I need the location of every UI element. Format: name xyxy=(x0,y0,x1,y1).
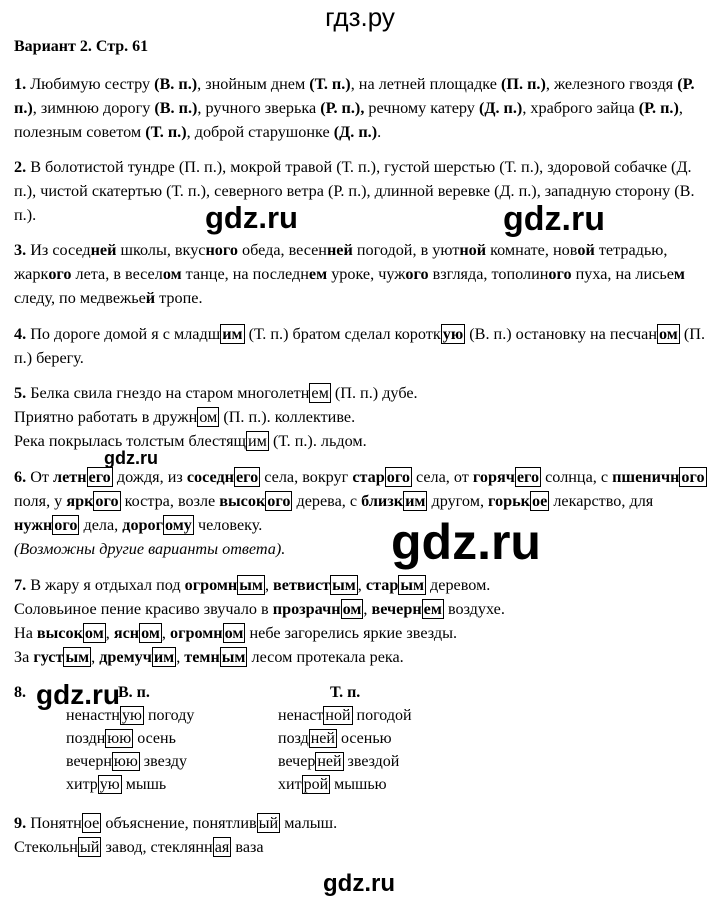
boxed-ending: им xyxy=(222,325,243,343)
question-8-number: 8. xyxy=(14,684,26,701)
text-fragment: небе загорелись яркие звезды. xyxy=(245,624,457,642)
text-fragment: ого xyxy=(405,265,429,283)
text-fragment: человеку. xyxy=(193,516,263,534)
text-fragment: Из сосед xyxy=(30,241,91,259)
text-fragment: , на летней площадке xyxy=(350,75,501,93)
text-fragment: Белка свила гнездо на старом многолетн xyxy=(30,384,310,402)
text-fragment: (П. п.) xyxy=(501,75,546,93)
boxed-ending: ого xyxy=(95,492,119,510)
text-fragment: Соловьиное пение красиво звучало в xyxy=(14,600,273,618)
text-fragment: горяч xyxy=(472,468,515,486)
text-fragment: другом, xyxy=(427,492,489,510)
boxed-ending: ого xyxy=(386,468,410,486)
text-fragment: ого xyxy=(548,265,572,283)
text-fragment: (П. п.). коллективе. xyxy=(219,408,356,426)
boxed-ending: ую xyxy=(442,325,464,343)
text-fragment: Любимую сестру xyxy=(30,75,155,93)
question-number: 3. xyxy=(14,241,27,259)
boxed-ending: ое xyxy=(531,492,548,510)
text-fragment: Река покрылась толстым блестящ xyxy=(14,432,246,450)
text-fragment: ярк xyxy=(66,492,94,510)
watermark: gdz.ru xyxy=(503,200,605,238)
phrase-row xyxy=(278,727,412,750)
text-fragment: поздн xyxy=(66,730,106,747)
text-fragment: От xyxy=(30,468,53,486)
text-fragment: ной xyxy=(459,241,487,259)
text-fragment: мышь xyxy=(121,776,167,793)
text-fragment: дерева, с xyxy=(292,492,362,510)
question-number: 9. xyxy=(14,814,27,832)
boxed-ending: им xyxy=(153,648,175,666)
text-fragment: пуха, на лисье xyxy=(571,265,674,283)
boxed-ending: ым xyxy=(221,648,246,666)
text-line xyxy=(14,621,714,645)
boxed-ending: ней xyxy=(310,730,335,747)
text-fragment: лета, в весел xyxy=(71,265,163,283)
text-fragment: завод, стеклянн xyxy=(101,838,213,856)
text-fragment: темн xyxy=(184,648,220,666)
watermark: gdz.ru xyxy=(104,448,158,468)
text-fragment: (Т. п.) братом сделал коротк xyxy=(244,325,441,343)
text-line xyxy=(14,597,714,621)
text-fragment: огромн xyxy=(184,576,238,594)
text-fragment: По дороге домой я с младш xyxy=(30,325,221,343)
boxed-ending: рой xyxy=(303,776,329,793)
text-fragment: мышью xyxy=(330,776,387,793)
text-fragment: (Т. п.). льдом. xyxy=(268,432,367,450)
text-fragment: погоду xyxy=(143,707,195,724)
text-fragment: ем xyxy=(308,265,328,283)
text-fragment: , xyxy=(176,648,185,666)
text-fragment: ваза xyxy=(231,838,264,856)
question-number: 1. xyxy=(14,75,27,93)
text-fragment: (П. п.) берегу. xyxy=(14,325,705,367)
boxed-ending: ем xyxy=(311,384,329,402)
text-fragment: деревом. xyxy=(426,576,491,594)
text-fragment: ом xyxy=(162,265,182,283)
text-fragment: (В. п.) остановку на песчан xyxy=(465,325,657,343)
text-fragment: погодой xyxy=(352,707,412,724)
text-line xyxy=(14,645,714,669)
text-fragment: ненастн xyxy=(66,707,120,724)
text-fragment: В болотистой тундре (П. п.), мокрой травой (Т. п.), густой шерстью (Т. п.), здоровой собачке (Д. п.), чистой скатертью (Т. п.), северного ветра (Р. п.), длинной веревке (Д. п.), западную сторону (В. п.). xyxy=(14,158,695,224)
boxed-ending: ом xyxy=(84,624,104,642)
col-header-instrumental: Т. п. xyxy=(330,684,361,701)
boxed-ending: ую xyxy=(99,776,120,793)
boxed-ending: ым xyxy=(239,576,263,594)
text-fragment: села, вокруг xyxy=(260,468,353,486)
text-fragment: села, от xyxy=(411,468,473,486)
text-fragment: , полезным советом xyxy=(14,99,683,141)
text-fragment: ней xyxy=(90,241,117,259)
text-fragment: дорог xyxy=(122,516,163,534)
text-fragment: Приятно работать в дружн xyxy=(14,408,198,426)
text-fragment: Стекольн xyxy=(14,838,78,856)
text-fragment: . xyxy=(377,123,382,141)
text-fragment: малыш. xyxy=(280,814,338,832)
question-1 xyxy=(14,72,714,144)
text-fragment: м xyxy=(673,265,685,283)
phrase-row xyxy=(278,750,412,773)
text-fragment: дремуч xyxy=(99,648,152,666)
text-fragment: дела, xyxy=(79,516,123,534)
boxed-ending: ом xyxy=(224,624,244,642)
text-fragment: , зимнюю дорогу xyxy=(32,99,155,117)
text-fragment: , ручного зверька xyxy=(197,99,321,117)
text-fragment: огромн xyxy=(170,624,223,642)
text-fragment: , xyxy=(357,576,366,594)
text-fragment: солнца, с xyxy=(541,468,613,486)
phrase-row xyxy=(66,750,194,773)
boxed-ending: ым xyxy=(332,576,356,594)
text-fragment: осенью xyxy=(336,730,392,747)
phrase-row xyxy=(66,773,194,796)
boxed-ending: ым xyxy=(65,648,90,666)
text-fragment: звездой xyxy=(343,753,400,770)
text-fragment: тропе. xyxy=(155,289,203,307)
text-fragment: лекарство, для xyxy=(549,492,654,510)
text-line xyxy=(14,835,714,859)
text-fragment: ненаст xyxy=(278,707,324,724)
boxed-ending: ую xyxy=(121,707,142,724)
text-fragment: вечер xyxy=(278,753,316,770)
col-header-accusative: В. п. xyxy=(118,684,150,701)
question-3 xyxy=(14,238,714,310)
text-fragment: поля, у xyxy=(14,492,67,510)
question-7 xyxy=(14,573,714,669)
boxed-ending: ем xyxy=(423,600,442,618)
text-fragment: (В. п.) xyxy=(154,75,198,93)
text-fragment: пшеничн xyxy=(612,468,680,486)
text-fragment: , xyxy=(91,648,100,666)
text-fragment: ветвист xyxy=(273,576,331,594)
text-fragment: следу, по медвежье xyxy=(14,289,146,307)
phrase-row xyxy=(66,727,194,750)
question-6-note: (Возможны другие варианты ответа). xyxy=(14,540,286,558)
text-fragment: (Д. п.) xyxy=(478,99,523,117)
boxed-ending: ной xyxy=(325,707,351,724)
text-fragment: прозрачн xyxy=(272,600,341,618)
boxed-ending: юю xyxy=(113,753,138,770)
text-fragment: стар xyxy=(365,576,399,594)
question-9 xyxy=(14,811,714,859)
text-fragment: стар xyxy=(352,468,385,486)
question-2 xyxy=(14,155,714,227)
text-fragment: (П. п.) дубе. xyxy=(330,384,418,402)
text-fragment: комнате, нов xyxy=(486,241,578,259)
text-fragment: высок xyxy=(219,492,266,510)
boxed-ending: его xyxy=(516,468,540,486)
text-fragment: обеда, весен xyxy=(237,241,327,259)
text-fragment: (Р. п.) xyxy=(14,75,695,117)
text-fragment: ней xyxy=(326,241,353,259)
boxed-ending: ого xyxy=(681,468,705,486)
text-fragment: й xyxy=(145,289,156,307)
boxed-ending: ое xyxy=(83,814,100,832)
text-fragment: танце, на последн xyxy=(181,265,309,283)
text-fragment: , xyxy=(264,576,274,594)
boxed-ending: ым xyxy=(400,576,424,594)
text-fragment: (В. п.) xyxy=(154,99,198,117)
text-fragment: позд xyxy=(278,730,309,747)
boxed-ending: им xyxy=(405,492,426,510)
text-fragment: В жару я отдыхал под xyxy=(30,576,185,594)
text-fragment: школы, вкус xyxy=(116,241,206,259)
text-fragment: звезду xyxy=(139,753,188,770)
boxed-ending: его xyxy=(88,468,111,486)
text-fragment: уроке, чуж xyxy=(327,265,406,283)
boxed-ending: юю xyxy=(107,730,132,747)
text-fragment: речному катеру xyxy=(364,99,479,117)
text-fragment: , xyxy=(105,624,114,642)
text-fragment: , xyxy=(363,600,372,618)
text-line xyxy=(14,573,714,597)
watermark: gdz.ru xyxy=(391,514,541,570)
text-fragment: (Т. п.) xyxy=(145,123,187,141)
question-5 xyxy=(14,381,714,453)
boxed-ending: ом xyxy=(342,600,362,618)
text-line xyxy=(14,811,714,835)
text-fragment: густ xyxy=(33,648,64,666)
text-fragment: вечерн xyxy=(371,600,422,618)
text-fragment: ясн xyxy=(113,624,140,642)
text-fragment: хитр xyxy=(66,776,98,793)
text-fragment: нужн xyxy=(14,516,53,534)
text-line xyxy=(14,381,714,405)
question-number: 7. xyxy=(14,576,27,594)
text-fragment: (Р. п.) xyxy=(638,99,679,117)
watermark: gdz.ru xyxy=(323,870,395,897)
text-fragment: близк xyxy=(361,492,404,510)
text-fragment: взгляда, тополин xyxy=(428,265,549,283)
site-title: гдз.ру xyxy=(325,2,395,32)
boxed-ending: ом xyxy=(659,325,678,343)
phrase-row xyxy=(278,773,412,796)
text-fragment: (Т. п.) xyxy=(309,75,351,93)
watermark: gdz.ru xyxy=(205,200,298,235)
text-fragment: , доброй старушонке xyxy=(186,123,334,141)
text-fragment: осень xyxy=(133,730,176,747)
boxed-ending: ого xyxy=(54,516,78,534)
text-fragment: , железного гвоздя xyxy=(545,75,678,93)
text-fragment: (Д. п.) xyxy=(333,123,378,141)
question-4 xyxy=(14,322,714,370)
text-fragment: погодой, в уют xyxy=(352,241,460,259)
text-fragment: тетрадью, жарк xyxy=(14,241,668,283)
text-fragment: горьк xyxy=(488,492,530,510)
watermark: gdz.ru xyxy=(36,679,120,710)
question-number: 2. xyxy=(14,158,27,176)
page-heading: Вариант 2. Стр. 61 xyxy=(14,38,149,55)
text-fragment: , храброго зайца xyxy=(522,99,639,117)
text-fragment: лесом протекала река. xyxy=(247,648,404,666)
boxed-ending: ая xyxy=(214,838,230,856)
text-fragment: высок xyxy=(36,624,83,642)
boxed-ending: ому xyxy=(164,516,192,534)
boxed-ending: ом xyxy=(199,408,218,426)
question-8-col-instrumental xyxy=(278,681,412,796)
boxed-ending: ом xyxy=(141,624,160,642)
boxed-ending: его xyxy=(235,468,259,486)
phrase-row xyxy=(278,704,412,727)
text-fragment: На xyxy=(14,624,37,642)
text-fragment: дождя, из xyxy=(112,468,187,486)
text-fragment: костра, возле xyxy=(120,492,220,510)
boxed-ending: ней xyxy=(317,753,342,770)
boxed-ending: ого xyxy=(267,492,291,510)
text-fragment: , знойным днем xyxy=(197,75,310,93)
text-fragment: , xyxy=(161,624,171,642)
text-line xyxy=(14,405,714,429)
text-fragment: Понятн xyxy=(30,814,82,832)
question-6 xyxy=(14,465,714,561)
text-fragment: (Р. п.), xyxy=(320,99,365,117)
question-number: 4. xyxy=(14,325,27,343)
text-fragment: ого xyxy=(48,265,72,283)
text-fragment: воздухе. xyxy=(443,600,505,618)
boxed-ending: ый xyxy=(79,838,100,856)
boxed-ending: им xyxy=(248,432,267,450)
boxed-ending: ый xyxy=(258,814,279,832)
text-fragment: летн xyxy=(53,468,87,486)
text-fragment: ного xyxy=(205,241,238,259)
question-number: 6. xyxy=(14,468,27,486)
text-fragment: вечерн xyxy=(66,753,112,770)
text-fragment: За xyxy=(14,648,34,666)
text-fragment: хит xyxy=(278,776,302,793)
text-fragment: ой xyxy=(577,241,595,259)
question-number: 5. xyxy=(14,384,27,402)
text-fragment: соседн xyxy=(186,468,234,486)
text-fragment: объяснение, понятлив xyxy=(101,814,257,832)
